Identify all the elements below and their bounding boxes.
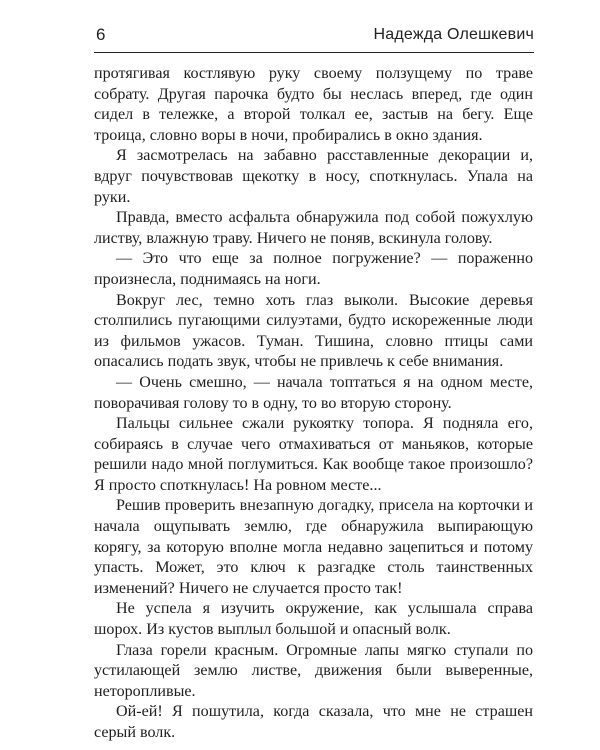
paragraph: — Это что еще за полное погружение? — пораженно произнесла, поднимаясь на ноги. [94,250,533,288]
header-rule [94,52,534,53]
running-head [94,24,534,50]
body-text [94,64,533,744]
paragraph: — Очень смешно, — начала топтаться я на одном месте, поворачивая голову то в одну, то во вторую сторону. [94,373,533,412]
paragraph: Не успела я изучить окружение, как услышала справа шорох. Из кустов выплыл большой и опасный волк. [94,600,533,639]
paragraph: Пальцы сильнее сжали рукоятку топора. Я подняла его, собираясь в случае чего отмахиваться от маньяков, которые решили надо мной поглумиться. Как вообще такое произошло? Я просто споткнулась! На ровном месте... [94,415,533,494]
paragraph: Правда, вместо асфальта обнаружила под собой пожухлую листву, влажную траву. Ничего не поняв, вскинула голову. [94,209,533,247]
paragraph: протягивая костлявую руку своему ползущему по траве собрату. Другая парочка будто бы неслась вперед, где один сидел в тележке, а второй толкал ее, застыв на бегу. Еще троица, словно воры в ночи, пробирались в окно здания. [94,65,533,144]
paragraph: Вокруг лес, темно хоть глаз выколи. Высокие деревья столпились пугающими силуэтами, будто искореженные люди из фильмов ужасов. Туман. Тишина, словно птицы сами опасались подать звук, чтобы не привлечь к себе внимания. [94,291,533,371]
paragraph: Решив проверить внезапную догадку, присела на корточки и начала ощупывать землю, где обнаружила выпирающую корягу, за которую вполне могла недавно зацепиться и потому упасть. Может, это ключ к разгадке столь таинственных изменений? Ничего не случается просто так! [94,497,533,597]
paragraph: Ой-ей! Я пошутила, когда сказала, что мне не страшен серый волк. [94,703,533,741]
paragraph: Я засмотрелась на забавно расставленные декорации и, вдруг почувствовав щекотку в носу, споткнулась. Упала на руки. [94,147,533,206]
author-name: Надежда Олешкевич [373,26,534,43]
page-number: 6 [96,25,106,44]
paragraph: Глаза горели красным. Огромные лапы мягко ступали по устилающей землю листве, движения были выверенные, неторопливые. [94,641,533,700]
